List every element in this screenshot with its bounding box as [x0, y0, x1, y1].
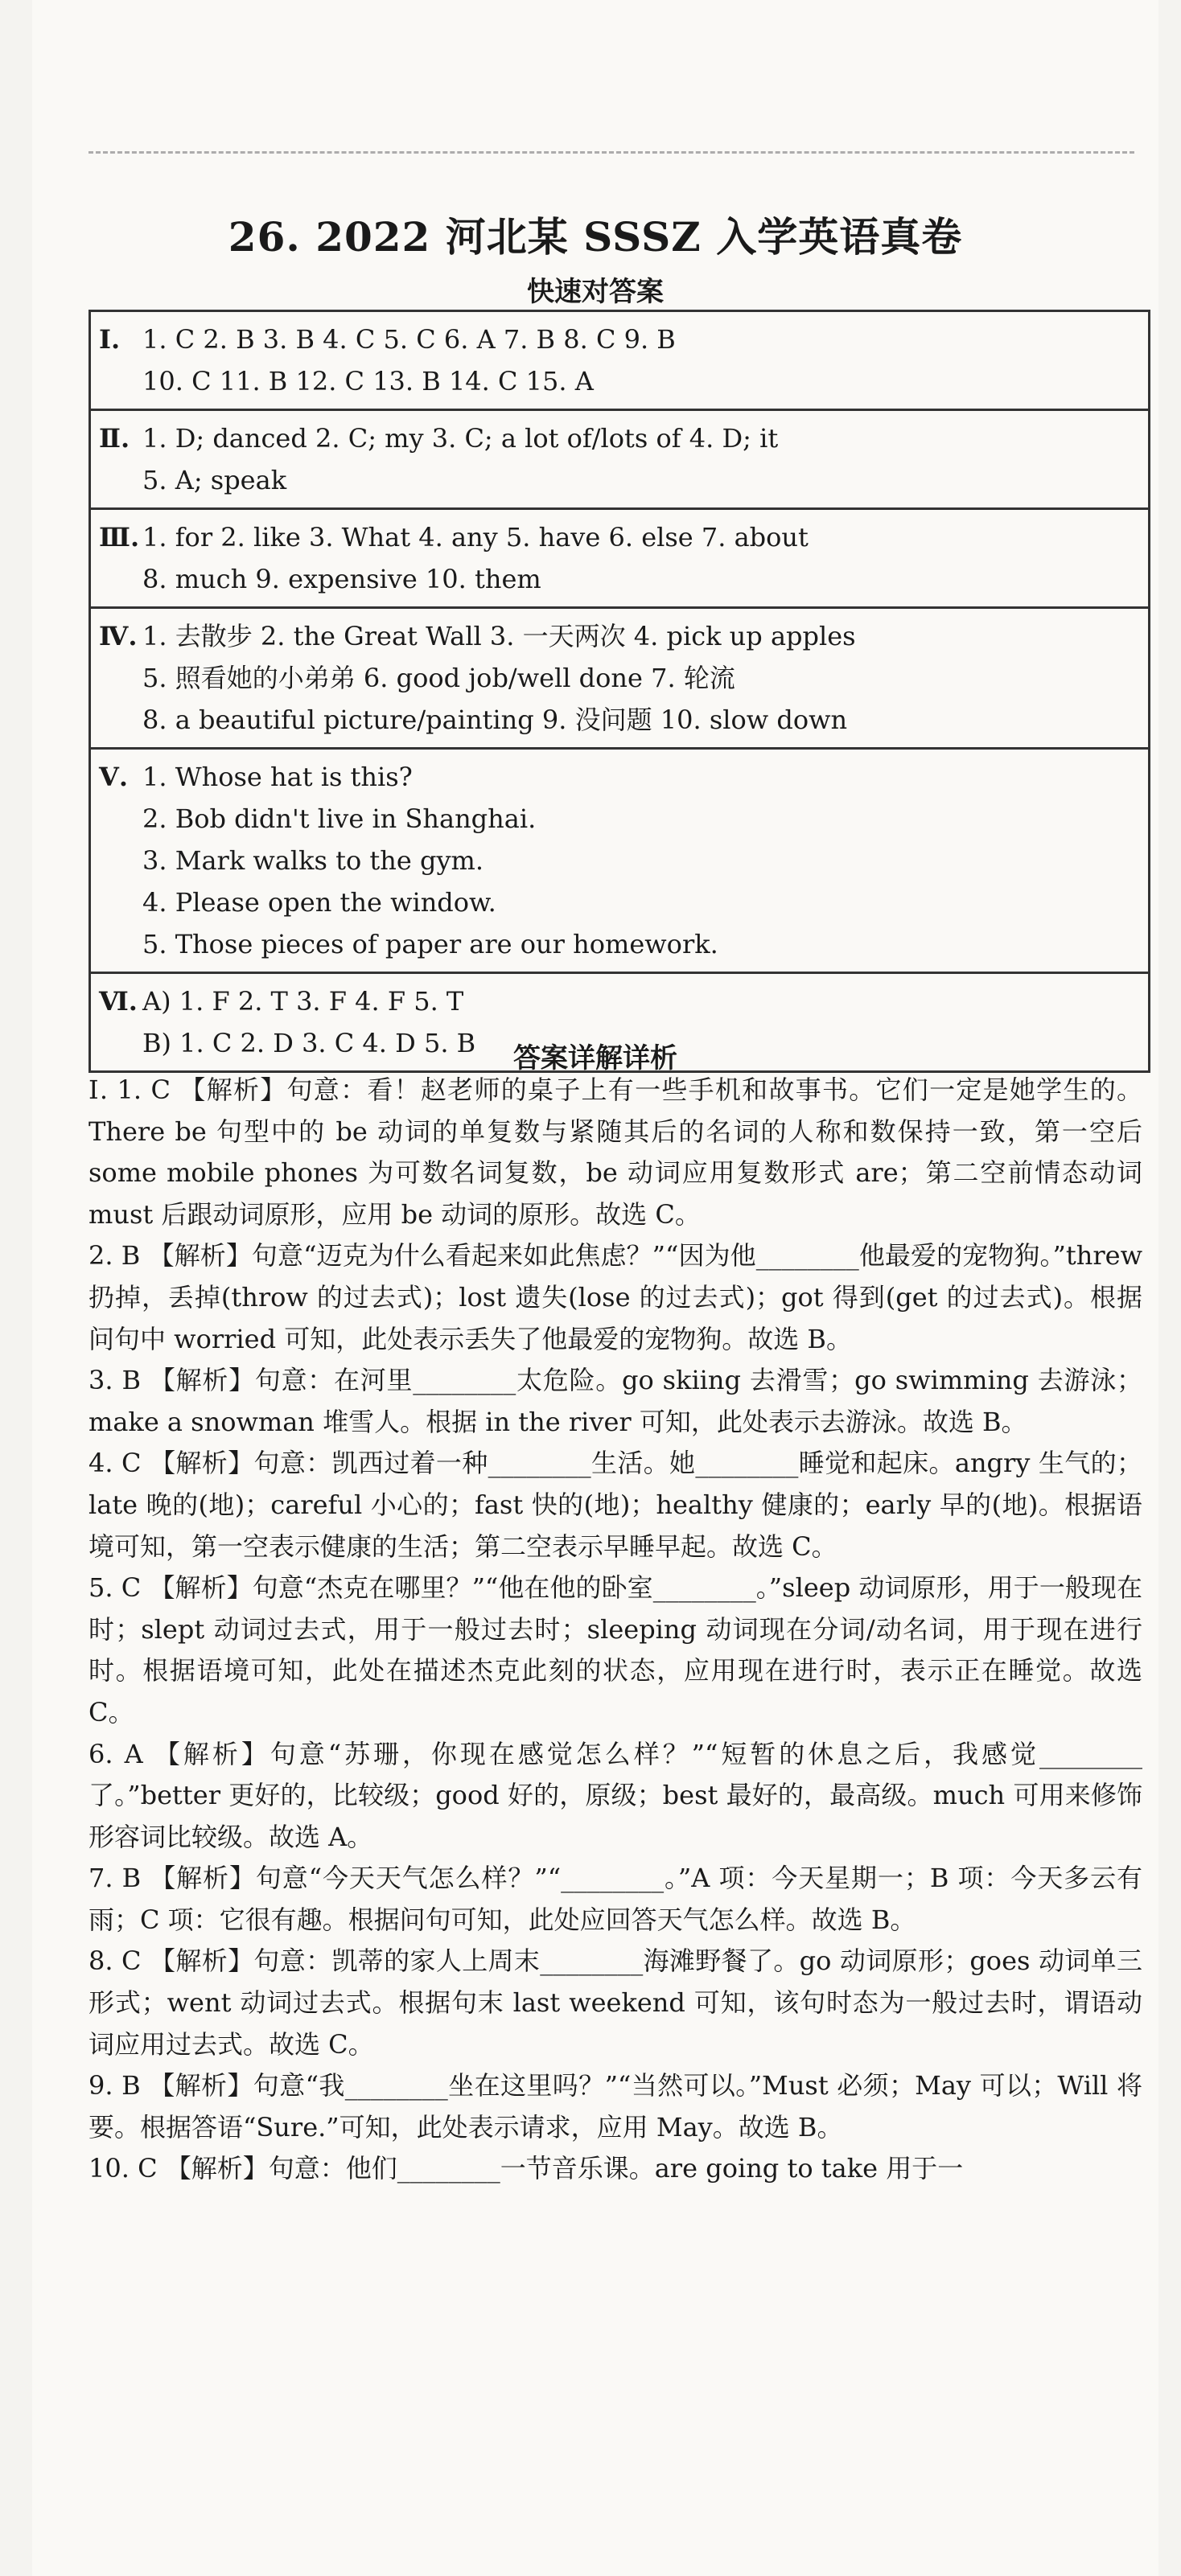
- explanation-item: 6. A 【解析】句意“苏珊，你现在感觉怎么样？”“短暂的休息之后，我感觉________了。”better 更好的，比较级；good 好的，原级；best 最好的，最高级。much 可用来修饰形容词比较级。故选 A。: [88, 1738, 1142, 1852]
- section-label: Ⅲ.: [99, 522, 140, 553]
- explanation-item: 9. B 【解析】句意“我________坐在这里吗？”“当然可以。”Must 必须；May 可以；Will 将要。根据答语“Sure.”可知，此处表示请求，应用 May。故选 B。: [88, 2070, 1142, 2143]
- answer-line: 2. Bob didn't live in Shanghai.: [142, 803, 537, 834]
- answer-line: 8. much 9. expensive 10. them: [142, 564, 541, 594]
- answer-line: 4. Please open the window.: [142, 887, 496, 918]
- detailed-explanations: [88, 1070, 1142, 2190]
- explanation-item: 2. B 【解析】句意“迈克为什么看起来如此焦虑？”“因为他________他最爱的宠物狗。”threw 扔掉，丢掉(throw 的过去式)；lost 遗失(lose 的过去式)；got 得到(get 的过去式)。根据问句中 worried 可知，此处表示丢失了他最爱的宠物狗。故选 B。: [88, 1240, 1142, 1354]
- section-1: [91, 312, 1148, 411]
- section-5: [91, 750, 1148, 974]
- quick-answers-title: 快速对答案: [527, 276, 664, 308]
- section-2: [91, 411, 1148, 510]
- answer-line: 1. C 2. B 3. B 4. C 5. C 6. A 7. B 8. C 9. B: [142, 324, 676, 355]
- answer-line: 5. 照看她的小弟弟 6. good job/well done 7. 轮流: [142, 663, 735, 693]
- answer-line: 8. a beautiful picture/painting 9. 没问题 10. slow down: [142, 705, 848, 735]
- section-label: Ⅰ.: [99, 324, 121, 355]
- explanation-item: 5. C 【解析】句意“杰克在哪里？”“他在他的卧室________。”sleep 动词原形，用于一般现在时；slept 动词过去式，用于一般过去时；sleeping 动词现在分词/动名词，用于现在进行时。根据语境可知，此处在描述杰克此刻的状态，应用现在进行时，表示正在睡觉。故选 C。: [88, 1572, 1142, 1728]
- section-label: Ⅳ.: [99, 621, 138, 651]
- answer-line: 1. for 2. like 3. What 4. any 5. have 6. else 7. about: [142, 522, 809, 553]
- answer-line: 1. 去散步 2. the Great Wall 3. 一天两次 4. pick up apples: [142, 621, 856, 651]
- answer-line: 1. Whose hat is this?: [142, 762, 413, 792]
- section-label: Ⅴ.: [99, 762, 128, 792]
- answer-line: B) 1. C 2. D 3. C 4. D 5. B: [142, 1028, 476, 1058]
- explanation-item: 8. C 【解析】句意：凯蒂的家人上周末________海滩野餐了。go 动词原形；goes 动词单三形式；went 动词过去式。根据句末 last weekend 可知，该句时态为一般过去时，谓语动词应用过去式。故选 C。: [88, 1945, 1142, 2060]
- top-divider: [88, 151, 1134, 162]
- answer-line: 5. A; speak: [142, 465, 287, 495]
- page-title: 26. 2022 河北某 SSSZ 入学英语真卷: [228, 213, 963, 261]
- explanation-item: 10. C 【解析】句意：他们________一节音乐课。are going to take 用于一: [88, 2153, 964, 2184]
- answer-page: [32, 0, 1158, 2576]
- explanation-item: 4. C 【解析】句意：凯西过着一种________生活。她________睡觉和起床。angry 生气的；late 晚的(地)；careful 小心的；fast 快的(地)；healthy 健康的；early 早的(地)。根据语境可知，第一空表示健康的生活；第二空表示早睡早起。故选 C。: [88, 1448, 1142, 1562]
- section-4: [91, 609, 1148, 750]
- answer-line: 3. Mark walks to the gym.: [142, 845, 484, 876]
- explanation-item: Ⅰ. 1. C 【解析】句意：看！赵老师的桌子上有一些手机和故事书。它们一定是她学生的。There be 句型中的 be 动词的单复数与紧随其后的名词的人称和数保持一致，第一空后 some mobile phones 为可数名词复数，be 动词应用复数形式 are；第二空前情态动词 must 后跟动词原形，应用 be 动词的原形。故选 C。: [88, 1074, 1142, 1230]
- answer-line: A) 1. F 2. T 3. F 4. F 5. T: [142, 986, 464, 1017]
- answer-line: 5. Those pieces of paper are our homework.: [142, 929, 718, 959]
- answer-line: 10. C 11. B 12. C 13. B 14. C 15. A: [142, 366, 594, 396]
- section-3: [91, 510, 1148, 609]
- quick-answers-table: [88, 310, 1150, 1073]
- details-title: 答案详解详析: [513, 1042, 677, 1074]
- answer-line: 1. D; danced 2. C; my 3. C; a lot of/lots of 4. D; it: [142, 423, 779, 454]
- section-label: Ⅱ.: [99, 423, 130, 454]
- explanation-item: 3. B 【解析】句意：在河里________太危险。go skiing 去滑雪；go swimming 去游泳；make a snowman 堆雪人。根据 in the river 可知，此处表示去游泳。故选 B。: [88, 1365, 1142, 1437]
- section-label: Ⅵ.: [99, 986, 138, 1017]
- explanation-item: 7. B 【解析】句意“今天天气怎么样？”“________。”A 项：今天星期一；B 项：今天多云有雨；C 项：它很有趣。根据问句可知，此处应回答天气怎么样。故选 B。: [88, 1863, 1142, 1935]
